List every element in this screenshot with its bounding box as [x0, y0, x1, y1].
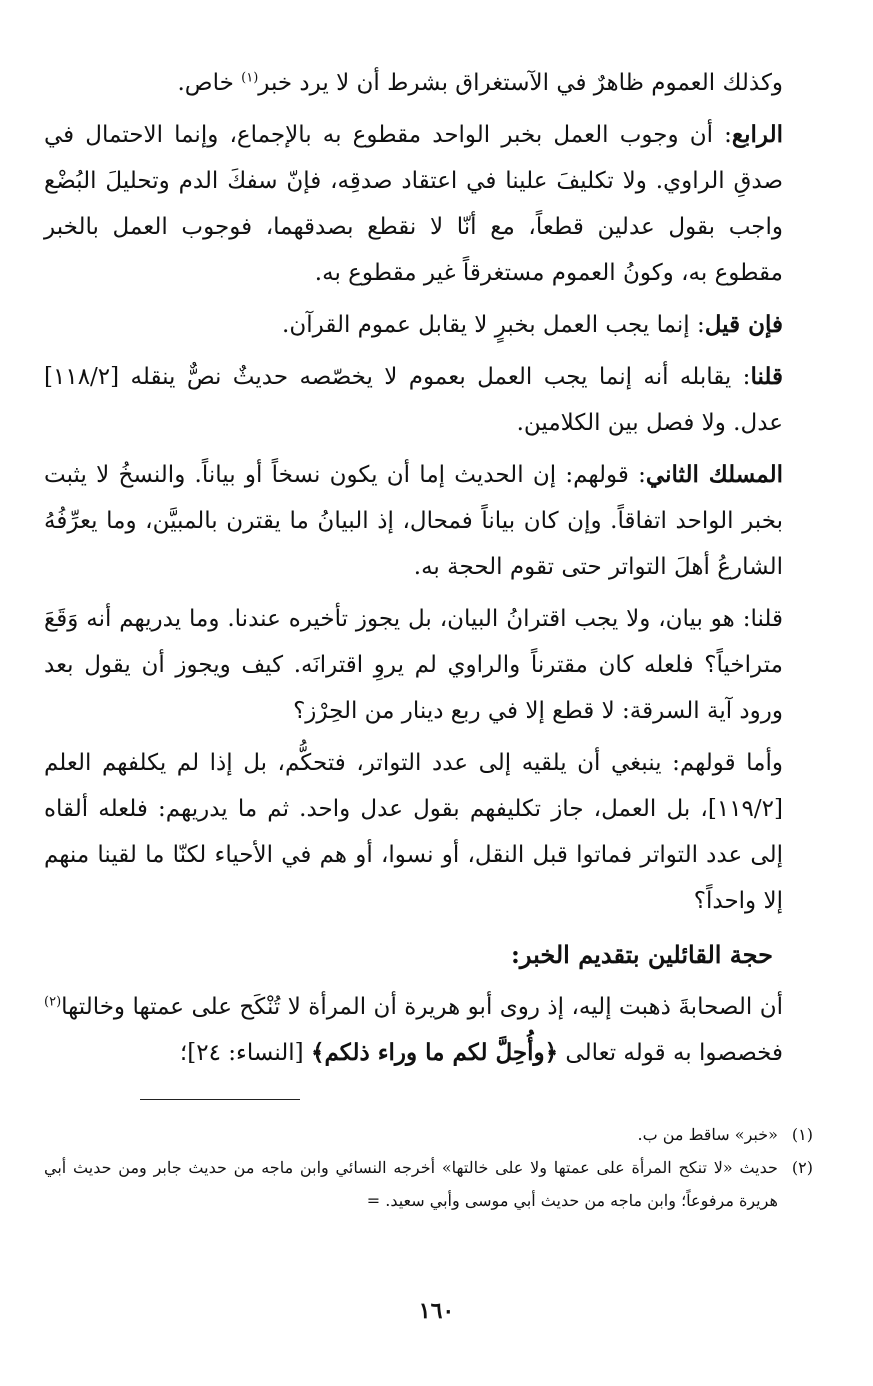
paragraph-4-lead: قلنا — [750, 363, 783, 390]
paragraph-2 — [44, 112, 783, 296]
paragraph-1 — [44, 60, 783, 106]
footnote-1-text: «خبر» ساقط من ب. — [637, 1125, 778, 1144]
paragraph-6 — [44, 596, 783, 734]
paragraph-3 — [44, 302, 783, 348]
paragraph-4 — [44, 354, 783, 446]
paragraph-8-tail: [النساء: ٢٤]؛ — [179, 1040, 311, 1066]
section-heading: حجة القائلين بتقديم الخبر: — [511, 940, 773, 969]
paragraph-5 — [44, 452, 783, 590]
paragraph-1-tail: خاص. — [177, 70, 242, 96]
footnote-1 — [44, 1118, 813, 1151]
footnote-2-text: حديث «لا تنكح المرأة على عمتها ولا على خالتها» أخرجه النسائي وابن ماجه من حديث جابر ومن حديث أبي هريرة مرفوعاً؛ وابن ماجه من حديث أبي موسى وأبي سعيد. = — [44, 1158, 778, 1210]
paragraph-8-text: أن الصحابةَ ذهبت إليه، إذ روى أبو هريرة أن المرأة لا تُنْكَح على عمتها وخالتها — [61, 994, 783, 1020]
paragraph-8 — [44, 984, 783, 1076]
paragraph-4-text: : يقابله أنه إنما يجب العمل بعموم لا يخصّصه حديثٌ نصٌّ ينقله [١١٨/٢] عدل. ولا فصل بين الكلامين. — [44, 364, 783, 436]
paragraph-7-text: وأما قولهم: ينبغي أن يلقيه إلى عدد التواتر، فتحكُّم، بل إذا لم يكلفهم العلم [١١٩/٢]، بل العمل، جاز تكليفهم بقول عدل واحد. ثم ما يدريهم: فلعله ألقاه إلى عدد التواتر فماتوا قبل النقل، أو نسوا، أو هم في الأحياء لكنّا ما لقينا منهم إلا واحداً؟ — [44, 750, 783, 914]
footnote-divider — [140, 1099, 300, 1100]
footnote-1-number: (١) — [791, 1125, 813, 1144]
footnote-ref-1: (١) — [241, 70, 259, 86]
footnote-2 — [44, 1151, 813, 1217]
paragraph-8-mid: فخصصوا به قوله تعالى — [558, 1040, 783, 1066]
paragraph-3-lead: فإن قيل — [704, 311, 783, 338]
footnotes — [44, 1118, 813, 1217]
paragraph-6-text: قلنا: هو بيان، ولا يجب اقترانُ البيان، بل يجوز تأخيره عندنا. وما يدريهم أنه وَقَعَ متراخياً؟ فلعله كان مقترناً والراوي لم يروِ اقترانَه. كيف ويجوز أن يقول بعد ورود آية السرقة: لا قطع إلا في ربع دينار من الحِرْز؟ — [44, 606, 783, 724]
paragraph-7 — [44, 740, 783, 924]
footnote-2-number: (٢) — [791, 1158, 813, 1177]
paragraph-5-lead: المسلك الثاني — [645, 461, 783, 488]
paragraph-3-text: : إنما يجب العمل بخبرٍ لا يقابل عموم القرآن. — [282, 312, 705, 338]
paragraph-2-lead: الرابع — [731, 121, 783, 148]
footnote-ref-2: (٢) — [44, 994, 62, 1010]
paragraph-5-text: : قولهم: إن الحديث إما أن يكون نسخاً أو بياناً. والنسخُ لا يثبت بخبر الواحد اتفاقاً. وإن كان بياناً فمحال، إذ البيانُ ما يقترن بالمبيَّن، وما يعرِّفُهُ الشارعُ أهلَ التواتر حتى تقوم الحجة به. — [44, 462, 783, 580]
paragraph-1-text: وكذلك العموم ظاهرٌ في الآستغراق بشرط أن لا يرد خبر — [258, 70, 783, 96]
page-number: ١٦٠ — [418, 1298, 455, 1324]
main-text — [44, 60, 783, 1082]
paragraph-2-text: : أن وجوب العمل بخبر الواحد مقطوع به بالإجماع، وإنما الاحتمال في صدقِ الراوي. ولا تكليفَ علينا في اعتقاد صدقِه، فإنّ سفكَ الدم وتحليلَ البُضْع واجب بقول عدلين قطعاً، مع أنّا لا نقطع بصدقهما، فوجوب العمل بالخبر مقطوع به، وكونُ العموم مستغرقاً غير مقطوع به. — [44, 122, 783, 286]
quran-quote: ﴿وأُحِلَّ لكم ما وراء ذلكم﴾ — [310, 1039, 559, 1066]
